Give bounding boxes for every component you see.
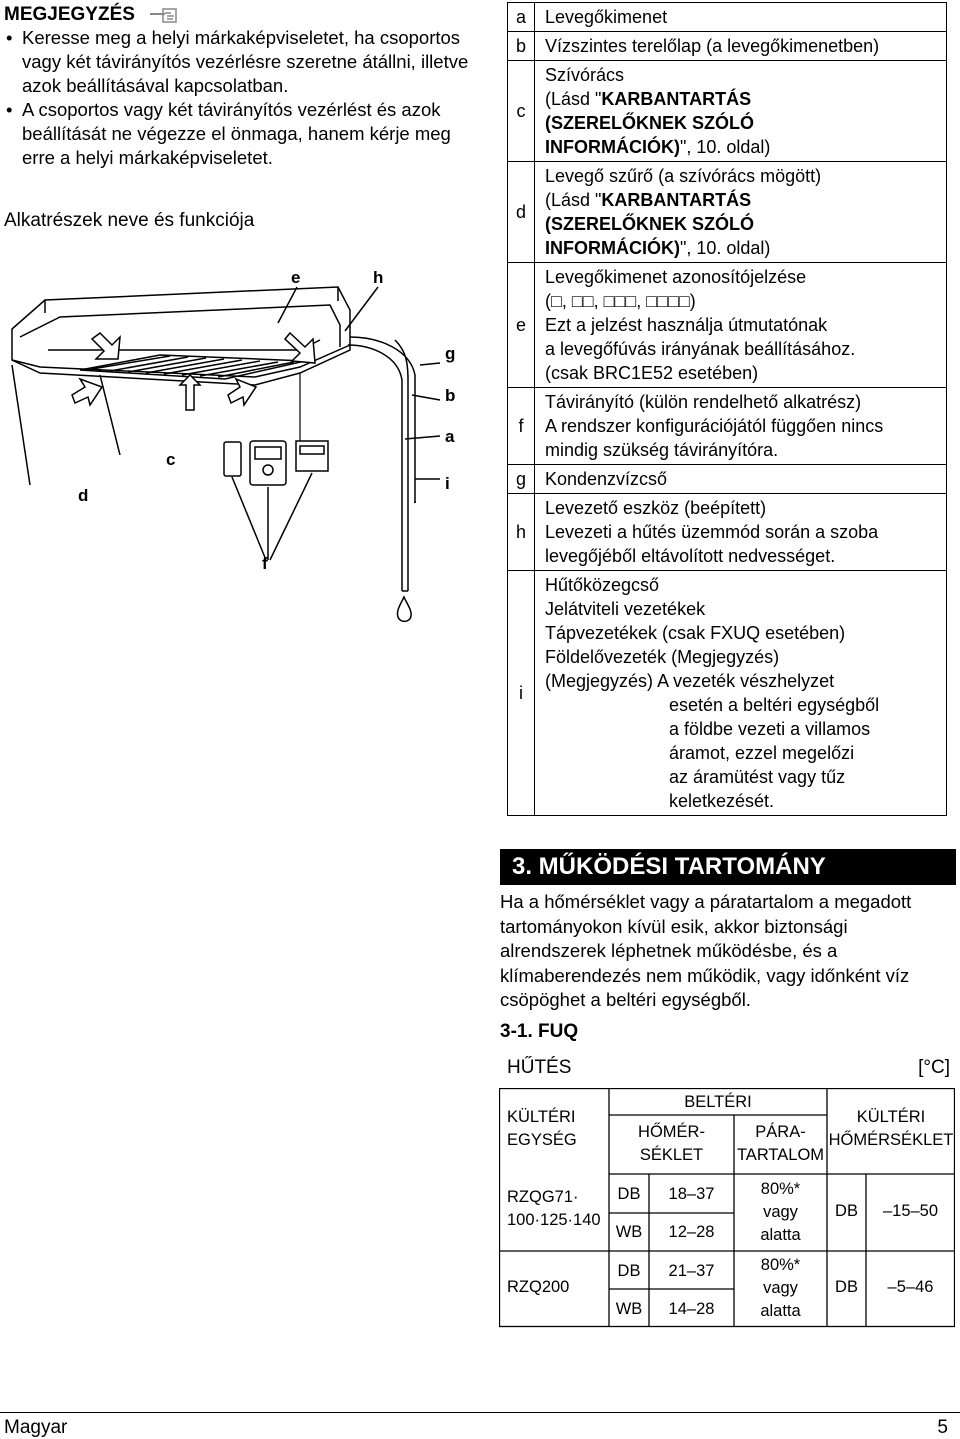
header-humidity: PÁRA- TARTALOM bbox=[736, 1123, 825, 1164]
parts-table bbox=[507, 2, 947, 816]
cell-out-db: DB bbox=[835, 1202, 858, 1220]
part-key: d bbox=[508, 162, 535, 263]
cell-db: DB bbox=[617, 1262, 641, 1280]
label-h: h bbox=[373, 268, 384, 287]
part-key: i bbox=[508, 571, 535, 816]
part-key: e bbox=[508, 263, 535, 388]
part-key: a bbox=[508, 3, 535, 32]
part-key: g bbox=[508, 465, 535, 494]
table-row bbox=[508, 3, 947, 32]
part-desc: Távirányító (külön rendelhető alkatrész) A rendszer konfigurációjától függően nincs mindig szükség távirányítóra. bbox=[535, 388, 947, 465]
unit-diagram bbox=[0, 255, 480, 625]
part-desc: Levegő szűrő (a szívórács mögött) (Lásd "KARBANTARTÁS (SZERELŐKNEK SZÓLÓ INFORMÁCIÓK)", 10. oldal) bbox=[535, 162, 947, 263]
part-key: c bbox=[508, 61, 535, 162]
water-drop-icon bbox=[397, 597, 411, 621]
table-row bbox=[508, 61, 947, 162]
note-heading-text: MEGJEGYZÉS bbox=[4, 4, 135, 25]
label-d: d bbox=[78, 486, 89, 505]
footer-language: Magyar bbox=[4, 1417, 68, 1438]
row-unit: RZQ200 bbox=[507, 1278, 570, 1296]
part-key: f bbox=[508, 388, 535, 465]
table-row bbox=[508, 32, 947, 61]
part-desc: Kondenzvízcső bbox=[535, 465, 947, 494]
table-row bbox=[508, 388, 947, 465]
note-item: • A csoportos vagy két távirányítós vezérlést és azok beállítását ne végezze el önmaga, hanem kérje meg erre a helyi márkaképviseletet. bbox=[4, 98, 474, 170]
cell-humidity: 80%* vagy alatta bbox=[760, 1180, 801, 1244]
pipe-i bbox=[348, 345, 402, 591]
cell-wb: WB bbox=[615, 1300, 643, 1318]
label-f: f bbox=[262, 554, 268, 573]
cell-db-range: 21–37 bbox=[668, 1262, 715, 1280]
section-paragraph: Ha a hőmérséklet vagy a páratartalom a megadott tartományokon kívül esik, akkor biztonsági alrendszerek léphetnek működésbe, és a klímaberendezés nem működik, vagy időnként víz csöpöghet a beltéri egységből. bbox=[500, 891, 912, 1010]
note-list bbox=[4, 26, 474, 170]
header-outdoor-unit: KÜLTÉRI EGYSÉG bbox=[507, 1108, 577, 1149]
cell-humidity: 80%* vagy alatta bbox=[760, 1256, 801, 1320]
section-heading: 3. MŰKÖDÉSI TARTOMÁNY bbox=[500, 849, 956, 885]
table-row bbox=[508, 571, 947, 816]
pipe-g bbox=[350, 337, 415, 503]
label-b: b bbox=[445, 386, 456, 405]
table-row bbox=[508, 494, 947, 571]
part-key: b bbox=[508, 32, 535, 61]
label-i: i bbox=[445, 474, 450, 493]
table-row bbox=[508, 465, 947, 494]
cell-wb-range: 14–28 bbox=[668, 1300, 715, 1318]
label-c: c bbox=[166, 450, 176, 469]
part-desc: Hűtőközegcső Jelátviteli vezetékek Tápvezetékek (csak FXUQ esetében) Földelővezeték (Megjegyzés) (Megjegyzés) A vezeték vészhelyzet esetén a beltéri egységből a földbe vezeti a villamos áramot, ezzel megelőzi az áramütést vagy tűz keletkezését. bbox=[535, 571, 947, 816]
label-g: g bbox=[445, 344, 456, 363]
remote-controller bbox=[224, 442, 241, 476]
pointing-hand-icon bbox=[149, 6, 179, 24]
label-e: e bbox=[291, 268, 301, 287]
table-row bbox=[508, 263, 947, 388]
mode-label: HŰTÉS bbox=[507, 1057, 572, 1078]
cell-wb-range: 12–28 bbox=[668, 1223, 715, 1241]
header-outdoor-temp: KÜLTÉRI HŐMÉRSÉKLET bbox=[828, 1108, 954, 1149]
unit-label: [°C] bbox=[918, 1057, 950, 1078]
part-desc: Levegőkimenet bbox=[535, 3, 947, 32]
header-indoor: BELTÉRI bbox=[684, 1093, 752, 1111]
cell-db-range: 18–37 bbox=[668, 1185, 715, 1203]
row-unit: RZQG71· 100·125·140 bbox=[507, 1188, 601, 1229]
cell-out-db: DB bbox=[835, 1278, 858, 1296]
subsection-title: 3-1. FUQ bbox=[500, 1021, 579, 1042]
footer-divider bbox=[0, 1412, 960, 1413]
cell-out-range: –15–50 bbox=[882, 1202, 939, 1220]
table-row bbox=[508, 162, 947, 263]
header-indoor-temp: HŐMÉR- SÉKLET bbox=[638, 1123, 705, 1164]
part-desc: Levegőkimenet azonosítójelzése (□, □□, □□□, □□□□) Ezt a jelzést használja útmutatónak a levegőfúvás irányának beállításához. (csak BRC1E52 esetében) bbox=[535, 263, 947, 388]
label-a: a bbox=[445, 427, 455, 446]
parts-section-title: Alkatrészek neve és funkciója bbox=[4, 210, 255, 231]
part-desc: Levezető eszköz (beépített) Levezeti a hűtés üzemmód során a szoba levegőjéből eltávolított nedvességet. bbox=[535, 494, 947, 571]
note-heading bbox=[4, 4, 179, 26]
note-item: • Keresse meg a helyi márkaképviseletet, ha csoportos vagy két távirányítós vezérlésre szeretne átállni, illetve azok beállításával kapcsolatban. bbox=[4, 26, 474, 98]
part-desc: Vízszintes terelőlap (a levegőkimenetben) bbox=[535, 32, 947, 61]
cell-wb: WB bbox=[615, 1223, 643, 1241]
operating-range-table bbox=[499, 1088, 955, 1328]
page-number: 5 bbox=[937, 1417, 948, 1438]
cell-db: DB bbox=[617, 1185, 641, 1203]
part-key: h bbox=[508, 494, 535, 571]
part-desc: Szívórács (Lásd "KARBANTARTÁS (SZERELŐKNEK SZÓLÓ INFORMÁCIÓK)", 10. oldal) bbox=[535, 61, 947, 162]
cell-out-range: –5–46 bbox=[887, 1278, 934, 1296]
